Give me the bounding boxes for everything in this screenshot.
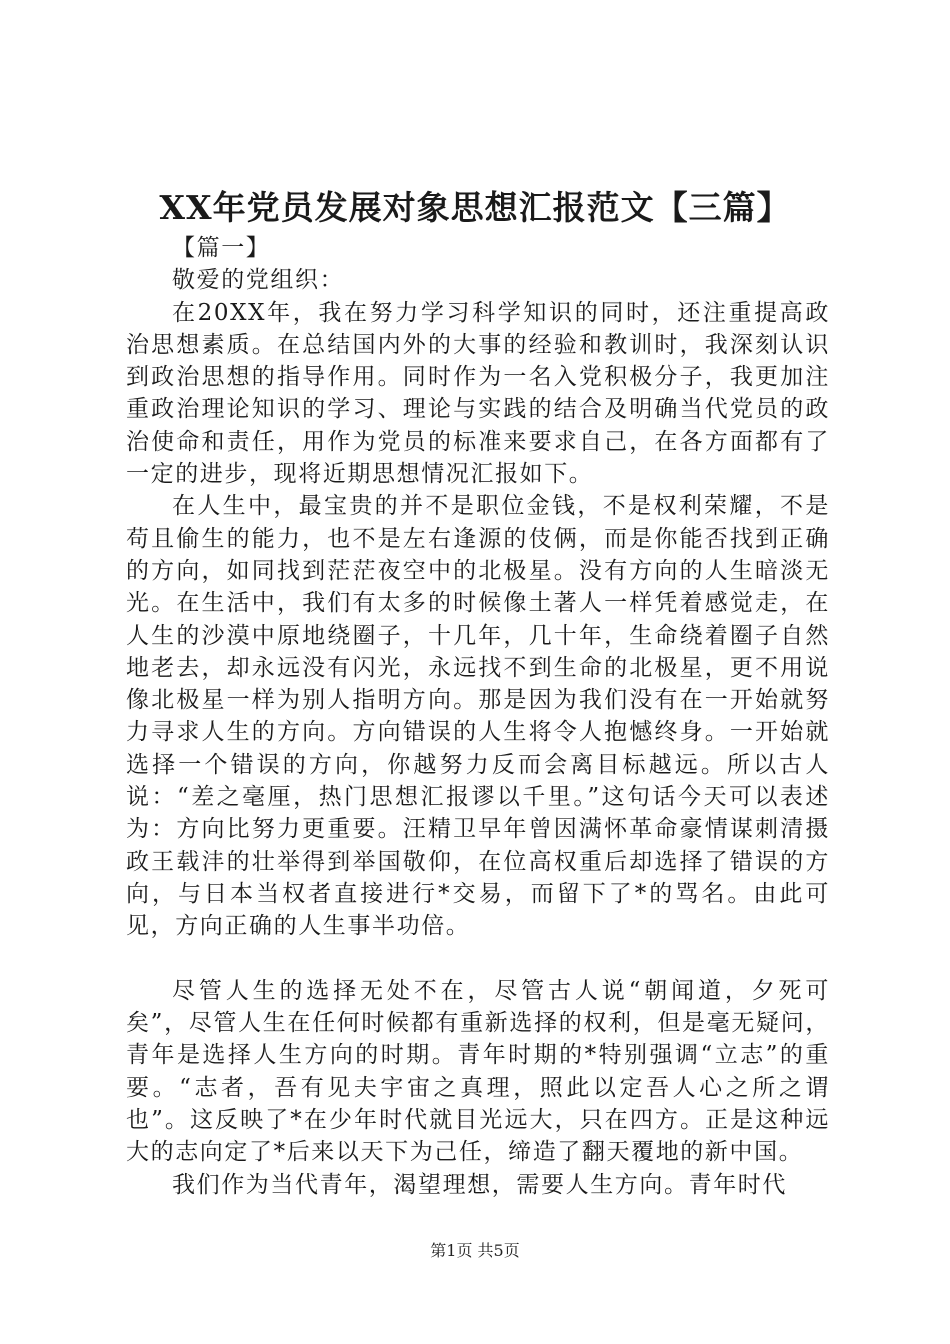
document-body: [126, 232, 830, 1201]
section-heading: 【篇一】: [172, 235, 271, 261]
paragraph: 在人生中，最宝贵的并不是职位金钱，不是权利荣耀，不是苟且偷生的能力，也不是左右逢源的伎俩，而是你能否找到正确的方向，如同找到茫茫夜空中的北极星。没有方向的人生暗淡无光。在生活中，我们有太多的时候像土著人一样凭着感觉走，在人生的沙漠中原地绕圈子，十几年，几十年，生命绕着圈子自然地老去，却永远没有闪光，永远找不到生命的北极星，更不用说像北极星一样为别人指明方向。那是因为我们没有在一开始就努力寻求人生的方向。方向错误的人生将令人抱憾终身。一开始就选择一个错误的方向，你越努力反而会离目标越远。所以古人说：“差之毫厘，热门思想汇报谬以千里。”这句话今天可以表述为：方向比努力更重要。汪精卫早年曾因满怀革命豪情谋刺清摄政王载沣的壮举得到举国敬仰，在位高权重后却选择了错误的方向，与日本当权者直接进行*交易，而留下了*的骂名。由此可见，方向正确的人生事半功倍。: [126, 493, 830, 940]
paragraph: 尽管人生的选择无处不在，尽管古人说“朝闻道，夕死可矣”，尽管人生在任何时候都有重新选择的权利，但是毫无疑问，青年是选择人生方向的时期。青年时期的*特别强调“立志”的重要。“志者，吾有见夫宇宙之真理，照此以定吾人心之所之谓也”。这反映了*在少年时代就目光远大，只在四方。正是这种远大的志向定了*后来以天下为己任，缔造了翻天覆地的新中国。: [126, 977, 830, 1166]
document-title: XX年党员发展对象思想汇报范文【三篇】: [159, 188, 791, 227]
salutation: 敬爱的党组织：: [172, 267, 345, 294]
page-footer: 第1页 共5页: [430, 1241, 520, 1260]
paragraph: 我们作为当代青年，渴望理想，需要人生方向。青年时代: [172, 1171, 787, 1198]
paragraph: 在20XX年，我在努力学习科学知识的同时，还注重提高政治思想素质。在总结国内外的大事的经验和教训时，我深刻认识到政治思想的指导作用。同时作为一名入党积极分子，我更加注重政治理论知识的学习、理论与实践的结合及明确当代党员的政治使命和责任，用作为党员的标准来要求自己，在各方面都有了一定的进步，现将近期思想情况汇报如下。: [126, 299, 830, 488]
